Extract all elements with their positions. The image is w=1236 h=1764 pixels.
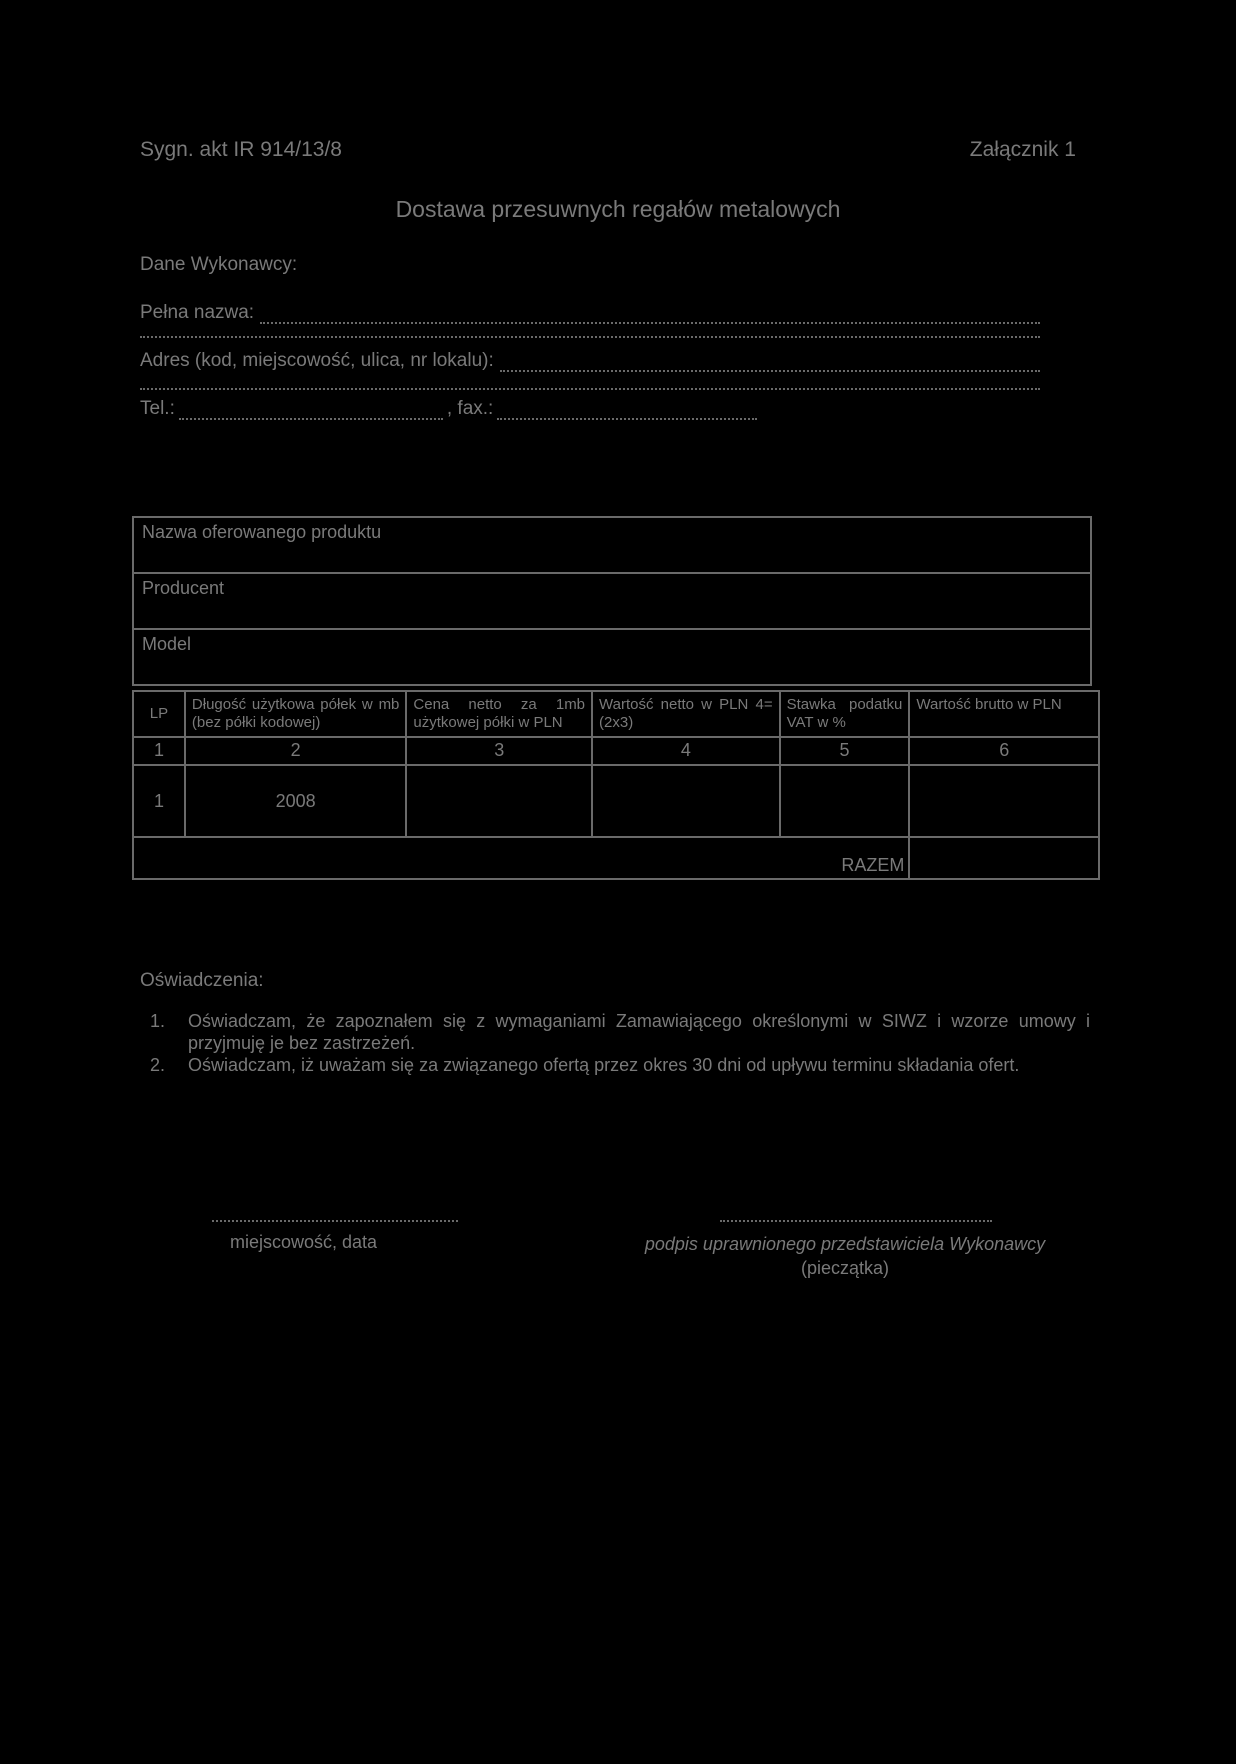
signature-caption-block — [600, 1232, 1090, 1280]
table-row — [133, 765, 1099, 837]
full-name-blank-2 — [140, 334, 1040, 338]
producer-cell: Producent — [133, 573, 1091, 629]
col-number: 6 — [909, 737, 1099, 765]
total-value — [909, 837, 1099, 879]
product-table — [132, 516, 1092, 686]
product-name-cell: Nazwa oferowanego produktu — [133, 517, 1091, 573]
signature-blank — [720, 1220, 992, 1222]
col-number: 1 — [133, 737, 185, 765]
address-blank-2 — [140, 386, 1040, 390]
full-name-blank — [260, 308, 1040, 324]
header-gross-value: Wartość brutto w PLN — [909, 691, 1099, 737]
address-label: Adres (kod, miejscowość, ulica, nr lokalu): — [140, 350, 494, 371]
row-length: 2008 — [185, 765, 406, 837]
document-title: Dostawa przesuwnych regałów metalowych — [395, 196, 841, 222]
contact-field — [140, 398, 761, 420]
address-field — [140, 350, 1040, 372]
col-number: 3 — [406, 737, 592, 765]
address-blank — [500, 356, 1040, 372]
col-number: 5 — [780, 737, 910, 765]
header-length: Długość użytkowa półek w mb (bez półki kodowej) — [185, 691, 406, 737]
header-net-value: Wartość netto w PLN 4=(2x3) — [592, 691, 780, 737]
fax-label: , fax.: — [446, 398, 494, 419]
row-vat-rate — [780, 765, 910, 837]
list-item — [140, 1010, 1090, 1054]
declarations-label: Oświadczenia: — [140, 970, 264, 991]
signature-caption: podpis uprawnionego przedstawiciela Wykonawcy — [644, 1234, 1046, 1254]
row-net-value — [592, 765, 780, 837]
vendor-section-label: Dane Wykonawcy: — [140, 254, 298, 275]
attachment-label: Załącznik 1 — [969, 138, 1076, 161]
tel-blank — [179, 404, 443, 420]
row-net-price — [406, 765, 592, 837]
full-name-field — [140, 302, 1040, 324]
full-name-label: Pełna nazwa: — [140, 302, 255, 323]
price-table — [132, 690, 1100, 880]
item-text: Oświadczam, że zapoznałem się z wymaganiami Zamawiającego określonymi w SIWZ i wzorze umowy i przyjmuję je bez zastrzeżeń. — [188, 1011, 1090, 1053]
header-net-price: Cena netto za 1mb użytkowej półki w PLN — [406, 691, 592, 737]
total-label: RAZEM — [133, 837, 909, 879]
declarations-list — [140, 1010, 1090, 1076]
col-number: 2 — [185, 737, 406, 765]
model-cell: Model — [133, 629, 1091, 685]
item-number: 1. — [150, 1011, 166, 1031]
place-date-blank — [212, 1220, 458, 1222]
list-item — [140, 1054, 1090, 1076]
row-gross-value — [909, 765, 1099, 837]
row-lp: 1 — [133, 765, 185, 837]
col-number: 4 — [592, 737, 780, 765]
place-date-caption: miejscowość, data — [230, 1232, 378, 1252]
item-number: 2. — [150, 1055, 166, 1075]
header-lp: LP — [133, 691, 185, 737]
fax-blank — [497, 404, 757, 420]
header-vat-rate: Stawka podatku VAT w % — [780, 691, 910, 737]
case-number: Sygn. akt IR 914/13/8 — [140, 138, 342, 161]
stamp-caption: (pieczątka) — [800, 1258, 890, 1278]
tel-label: Tel.: — [140, 398, 175, 419]
item-text: Oświadczam, iż uważam się za związanego ofertą przez okres 30 dni od upływu terminu składania ofert. — [188, 1055, 1020, 1075]
